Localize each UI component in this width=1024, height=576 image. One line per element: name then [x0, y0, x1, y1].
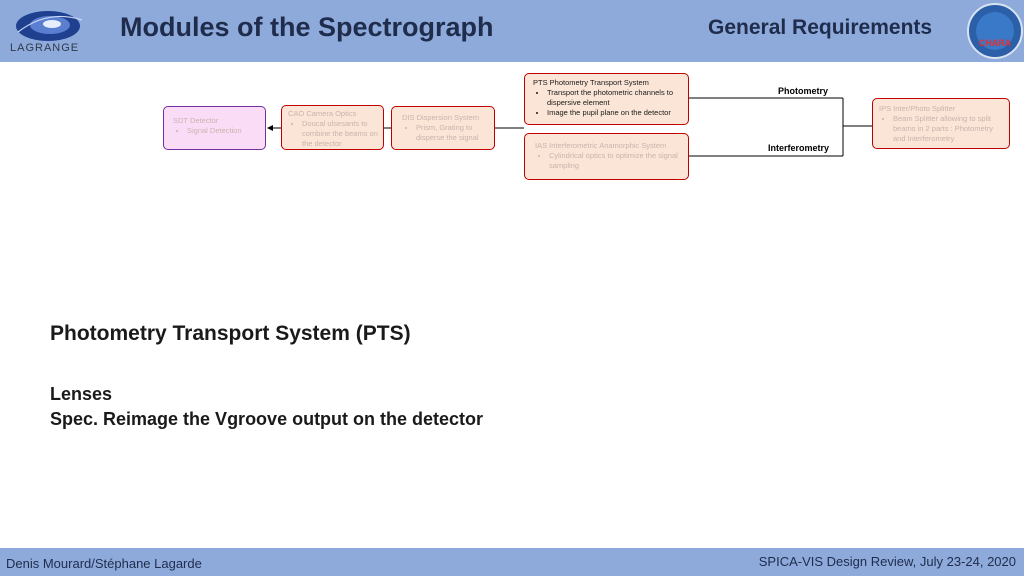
dis-dispersion-box — [391, 106, 495, 150]
ias-item: • Cylindrical optics to optimize the signal sampling — [549, 151, 684, 171]
dis-item: • Prism, Grating to disperse the signal — [416, 123, 490, 143]
pts-item: • Image the pupil plane on the detector — [547, 108, 684, 118]
cao-title: CAO Camera Optics — [288, 109, 357, 118]
ias-anamorphic-box — [524, 133, 689, 180]
ias-title: IAS Interferometric Anamorphic System — [535, 141, 667, 150]
footer-authors: Denis Mourard/Stéphane Lagarde — [6, 556, 202, 571]
ips-splitter-box — [872, 98, 1010, 149]
section-title: General Requirements — [708, 16, 933, 39]
ips-item: • Beam Splitter allowing to split beams in 2 parts : Photometry and Interferometry — [893, 114, 1005, 144]
dis-title: DIS Dispersion System — [402, 113, 480, 122]
sdt-item: • Signal Detection — [187, 126, 265, 136]
sdt-title: SDT Detector — [173, 116, 219, 125]
sdt-detector-box — [163, 106, 266, 150]
photometry-label: Photometry — [778, 86, 829, 96]
content-line-spec: Spec. Reimage the Vgroove output on the detector — [50, 409, 484, 429]
ips-title: IPS Inter/Photo Splitter — [879, 104, 956, 113]
lagrange-logo-text: LAGRANGE — [10, 42, 80, 54]
interferometry-label: Interferometry — [768, 143, 830, 153]
page-title: Modules of the Spectrograph — [120, 12, 494, 42]
footer-event: SPICA-VIS Design Review, July 23-24, 2020 — [758, 554, 1016, 569]
pts-photometry-transport-box — [524, 73, 689, 125]
cao-item: • Doucal ulsesants to combine the beams on the detector — [302, 119, 379, 149]
pts-title: PTS Photometry Transport System — [533, 78, 649, 87]
cao-camera-optics-box — [281, 105, 384, 150]
footer-bar — [0, 548, 1024, 576]
content-heading: Photometry Transport System (PTS) — [50, 322, 411, 345]
content-line-lenses: Lenses — [50, 384, 113, 404]
pts-item: • Transport the photometric channels to dispersive element — [547, 88, 684, 108]
svg-text:CHARA: CHARA — [978, 38, 1012, 48]
